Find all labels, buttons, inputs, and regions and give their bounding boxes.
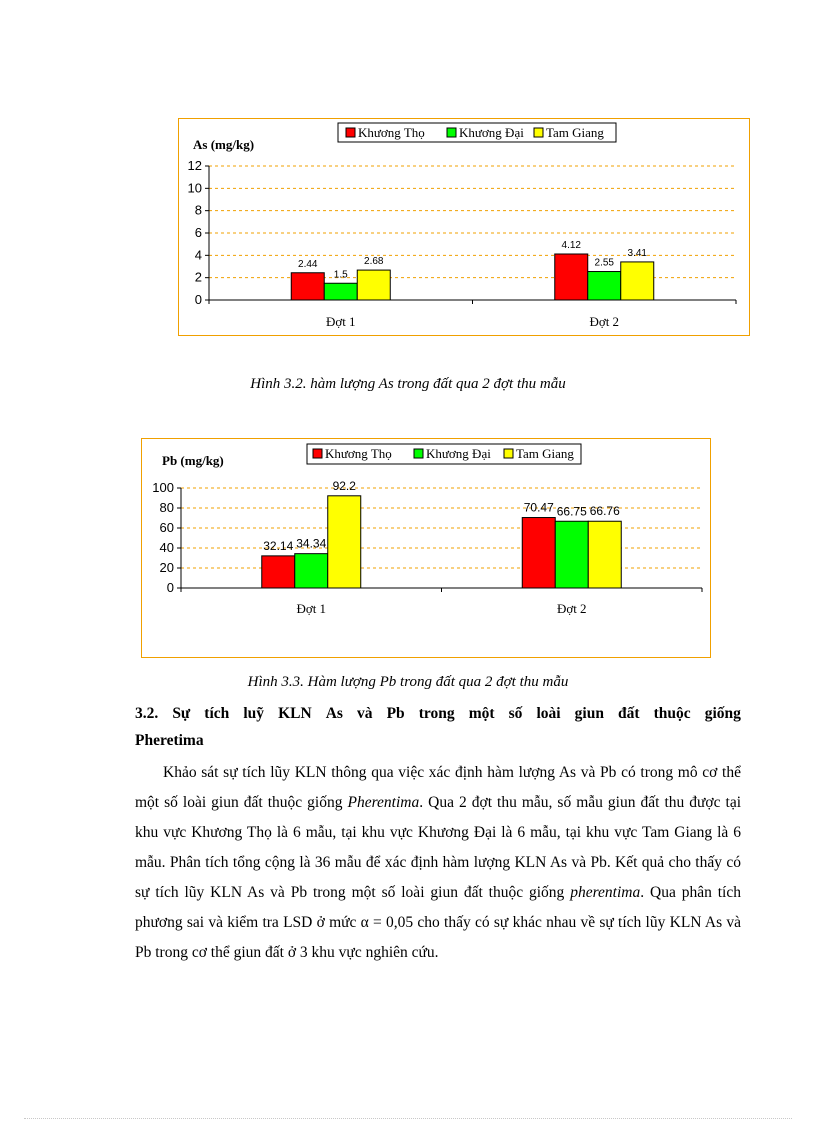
data-label: 70.47 [523,500,554,515]
bar-khương-đại [324,283,357,300]
heading-word: trong [418,705,455,722]
heading-word: 3.2. [135,705,159,722]
bar-tam-giang [621,262,654,300]
category-label: Đợt 2 [556,601,587,616]
bar-khương-đại [588,272,621,300]
y-tick-label: 8 [194,202,202,218]
section-heading-line2: Pheretima [135,732,204,749]
paragraph-text-3: . Qua phân tích phương sai và kiểm tra LSD ở mức α = 0,05 cho thấy có sự khác nhau về sự tích lũy KLN As và Pb trong cơ thể giun đất ở 3 khu vực nghiên cứu. [135,884,741,961]
data-label: 32.14 [263,538,294,553]
data-label: 4.12 [561,239,581,251]
legend-swatch [534,128,543,137]
legend-swatch [346,128,355,137]
bar-khương-thọ [262,556,295,588]
genus-name-2: pherentima [570,884,641,901]
y-tick-label: 12 [187,158,202,173]
y-tick-label: 2 [194,269,202,285]
bar-tam-giang [357,270,390,300]
legend-swatch [504,449,513,458]
y-tick-label: 6 [194,225,202,240]
legend-label: Khương Đại [459,125,524,140]
heading-word: và [357,705,373,722]
data-label: 92.2 [332,478,356,493]
data-label: 2.55 [594,257,614,269]
bar-khương-thọ [555,254,588,300]
y-axis-label: As (mg/kg) [193,137,255,152]
bar-khương-đại [295,554,328,588]
as-chart-svg [179,119,749,335]
as-chart [178,118,750,336]
section-heading-line1 [135,700,741,727]
bar-tam-giang [588,521,621,588]
genus-name-1: Pherentima [347,794,420,811]
paragraph-text-2: . Qua 2 đợt thu mẫu, số mẫu giun đất thu được tại khu vực Khương Thọ là 6 mẫu, tại khu vực Khương Đại là 6 mẫu, tại khu vực Tam Giang là 6 mẫu. Phân tích tổng cộng là 36 mẫu để xác định hàm lượng KLN As và Pb. Kết quả cho thấy có sự tích lũy KLN As và Pb trong một số loài giun đất thuộc giống [135,794,742,901]
y-tick-label: 40 [159,540,174,555]
legend-label: Khương Thọ [358,125,425,140]
heading-word: Pb [386,705,405,722]
section-heading [135,700,741,754]
data-label: 3.41 [627,247,647,259]
bar-tam-giang [328,496,361,588]
y-tick-label: 60 [159,520,174,535]
data-label: 2.68 [364,256,384,268]
bar-khương-thọ [522,518,555,588]
heading-word: giống [704,705,741,722]
heading-word: Sự [172,705,191,722]
heading-word: luỹ [243,705,265,722]
heading-word: KLN [278,705,312,722]
y-tick-label: 0 [194,292,202,307]
heading-word: đất [618,705,640,722]
category-label: Đợt 2 [589,314,620,329]
legend-label: Khương Thọ [325,446,392,461]
heading-word: tích [204,705,230,722]
heading-word: số [508,705,523,722]
legend-swatch [313,449,322,458]
page-footer-rule [24,1118,792,1119]
legend-swatch [414,449,423,458]
heading-word: thuộc [653,705,691,722]
category-label: Đợt 1 [325,314,356,329]
y-tick-label: 100 [152,480,174,495]
pb-chart-svg [142,439,710,657]
y-tick-label: 10 [187,180,202,196]
data-label: 2.44 [298,258,318,270]
data-label: 66.76 [589,504,620,519]
data-label: 66.75 [556,504,587,519]
heading-word: loài [536,705,561,722]
pb-chart [141,438,711,658]
heading-word: một [468,705,495,722]
body-paragraph [135,758,741,968]
data-label: 1.5 [333,269,348,281]
bar-khương-thọ [291,273,324,300]
data-label: 34.34 [296,536,327,551]
legend-label: Tam Giang [516,446,574,461]
y-tick-label: 80 [159,500,174,515]
legend-label: Tam Giang [546,125,604,140]
y-axis-label: Pb (mg/kg) [162,453,224,468]
y-tick-label: 0 [166,580,174,595]
heading-word: giun [574,705,604,722]
pb-chart-caption: Hình 3.3. Hàm lượng Pb trong đất qua 2 đợt thu mẫu [247,674,569,690]
heading-word: As [325,705,343,722]
legend-swatch [447,128,456,137]
bar-khương-đại [555,521,588,588]
category-label: Đợt 1 [296,601,327,616]
y-tick-label: 20 [159,560,174,575]
as-chart-caption: Hình 3.2. hàm lượng As trong đất qua 2 đợt thu mẫu [250,376,566,392]
paragraph-text-1: Khảo sát sự tích lũy KLN thông qua việc xác định hàm lượng As và Pb có trong mô cơ thể một số loài giun đất thuộc giống [135,764,741,811]
legend-label: Khương Đại [426,446,491,461]
y-tick-label: 4 [194,247,202,263]
